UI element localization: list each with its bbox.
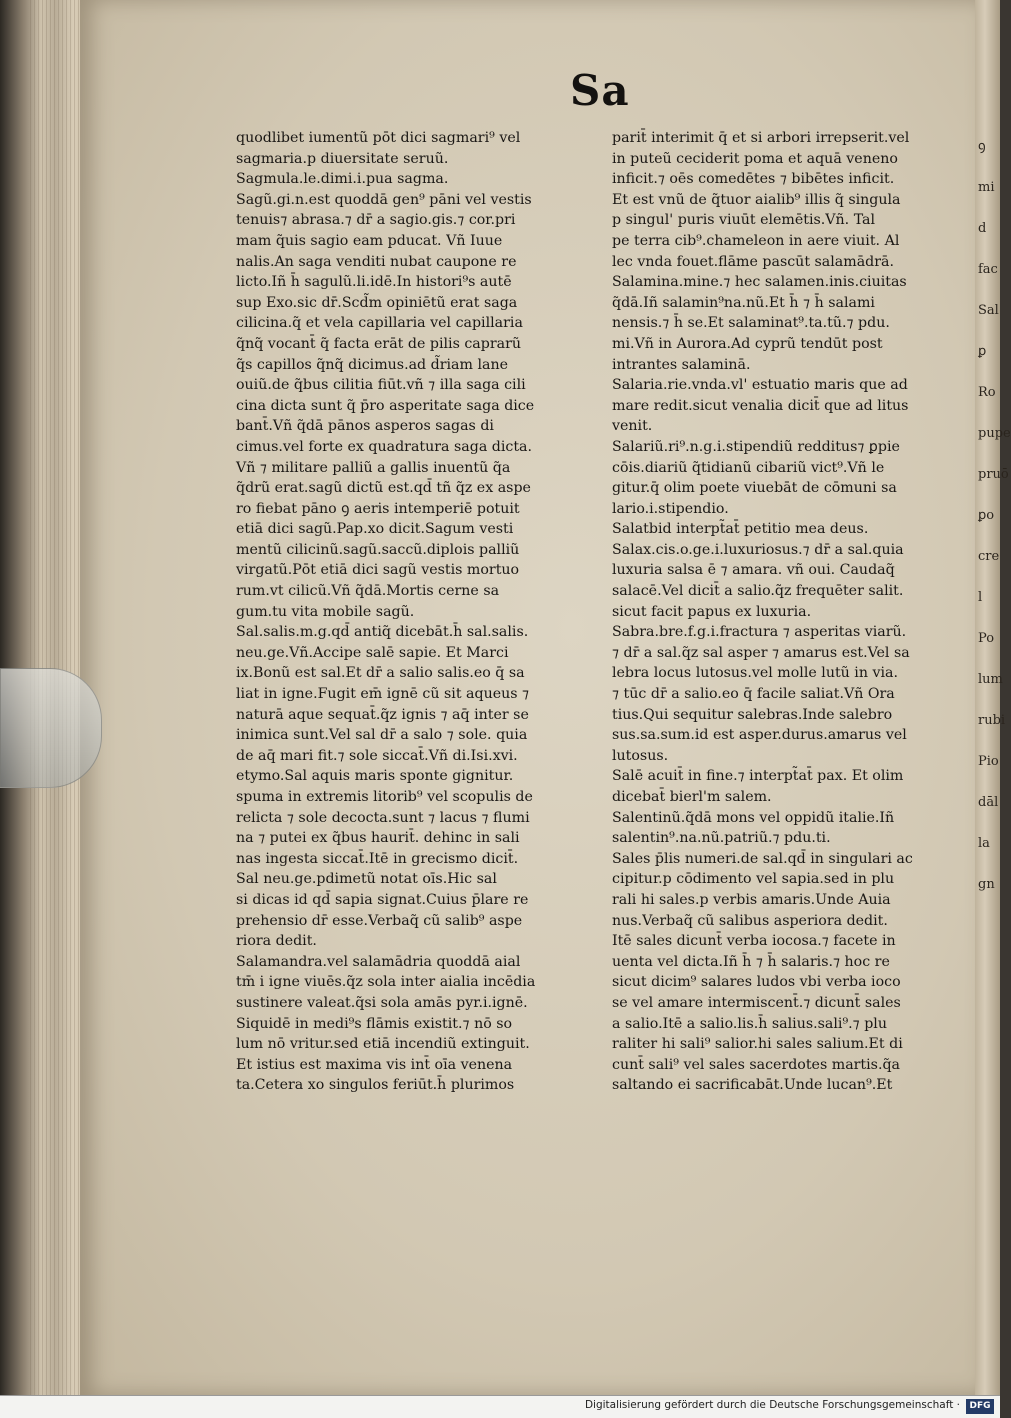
text-line: lec vnda fouet.flāme pascūt salamādrā. [612, 253, 895, 270]
bleed-fragment: d [978, 221, 987, 236]
text-line: nus.Verbaq̃ cũ salibus asperiora dedit. [612, 912, 888, 929]
text-line: lario.i.stipendio. [612, 500, 729, 517]
right-text-column [612, 128, 967, 1096]
text-line: mentũ cilicinũ.sagũ.saccũ.diplois palliũ [236, 541, 520, 558]
bleed-fragment: rubi [978, 713, 1006, 728]
text-line: Salaria.rie.vnda.vl' estuatio maris que ad [612, 377, 908, 394]
text-line: q̃nq̃ vocant̄ q̃ facta erāt de pilis caprarũ [236, 335, 522, 352]
text-line: ro fiebat pāno ꝯ aeris intemperiē potuit [236, 500, 520, 517]
text-line: tm̄ i igne viuēs.q̃z sola inter aialia incēdia [236, 974, 536, 991]
text-line: lum nō vritur.sed etiā incendiũ extinguit. [236, 1036, 530, 1053]
text-line: Salatbid interpt̃at̄ petitio mea deus. [612, 521, 869, 538]
text-line: Itē sales dicunt̄ verba iocosa.⁊ facete in [612, 933, 896, 950]
text-line: rum.vt cilicũ.Vñ q̃dā.Mortis cerne sa [236, 583, 500, 600]
text-line: Salamandra.vel salamādria quoddā aial [236, 953, 521, 970]
bleed-fragment: ꝯ [978, 139, 986, 154]
page-headword: Sa [570, 66, 630, 115]
text-line: cilicina.q̃ et vela capillaria vel capillaria [236, 315, 523, 332]
text-line: spuma in extremis litorib⁹ vel scopulis de [236, 789, 533, 805]
bleed-fragment: ꝑo [978, 508, 995, 523]
text-line: ⁊ dr̄ a sal.q̃z sal asper ⁊ amarus est.Vel sa [612, 644, 910, 661]
text-line: Sales p̄lis numeri.de sal.qd̄ in singulari ac [612, 850, 913, 867]
text-line: sus.sa.sum.id est asper.durus.amarus vel [612, 727, 907, 744]
text-line: q̃drũ erat.sagũ dictũ est.qd̄ tñ q̃z ex aspe [236, 480, 531, 497]
bleed-fragment: fac [978, 262, 998, 277]
text-line: lebra locus lutosus.vel molle lutũ in via. [612, 665, 899, 682]
text-line: Et istius est maxima vis int̄ oīa venena [236, 1056, 513, 1073]
text-line: mare redit.sicut venalia dicit̄ que ad litus [612, 397, 909, 414]
text-line: sagmaria.p diuersitate seruũ. [236, 150, 449, 167]
text-line: sustinere valeat.q̃si sola amās pyr.i.ignē. [236, 994, 528, 1011]
text-line: q̃dā.Iñ salamin⁹na.nũ.Et h̄ ⁊ h̄ salami [612, 294, 875, 311]
text-line: Sagmula.le.dimi.i.pua sagma. [236, 171, 449, 188]
text-line: gitur.q̄ olim poete viuebāt de cōmuni sa [612, 480, 897, 497]
text-line: quodlibet iumentũ pōt dici sagmari⁹ vel [236, 130, 521, 146]
text-line: Salax.cis.o.ge.i.luxuriosus.⁊ dr̄ a sal.quia [612, 541, 904, 558]
text-line: Salariũ.ri⁹.n.g.i.stipendiũ redditus⁊ ꝑpie [612, 438, 900, 455]
text-line: tius.Qui sequitur salebras.Inde salebro [612, 706, 893, 723]
text-line: raliter hi sali⁹ salior.hi sales salium.Et di [612, 1036, 903, 1053]
text-line: ta.Cetera xo singulos feriūt.h̄ plurimos [236, 1077, 515, 1094]
text-line: a salio.Itē a salio.lis.h̄ salius.sali⁹.⁊ plu [612, 1015, 887, 1032]
bleed-fragment: Sal [978, 303, 999, 318]
text-line: sup Exo.sic dr̄.Scd̃m opiniētũ erat saga [236, 294, 518, 311]
text-line: pe terra cib⁹.chameleon in aere viuit. Al [612, 232, 900, 249]
footer-bar [0, 1395, 1000, 1418]
bleed-fragment: Ro [978, 385, 996, 400]
footer-credit: Digitalisierung gefördert durch die Deutsche Forschungsgemeinschaft · [584, 1399, 960, 1411]
text-line: parit̄ interimit q̄ et si arbori irrepserit.vel [612, 130, 910, 146]
text-line: Sal neu.ge.pdimetũ notat oīs.Hic sal [236, 871, 497, 888]
text-line: cina dicta sunt q̃ p̄ro asperitate saga dice [236, 397, 535, 414]
text-line: neu.ge.Vñ.Accipe salē sapie. Et Marci [236, 644, 509, 661]
text-line: tenuis⁊ abrasa.⁊ dr̄ a sagio.gis.⁊ cor.pri [236, 212, 516, 229]
text-line: si dicas id qd̄ sapia signat.Cuius p̄lare re [236, 891, 529, 908]
text-line: dicebat̄ bierl'm salem. [612, 789, 772, 805]
text-line: sicut dicim⁹ salares ludos vbi verba ioco [612, 974, 901, 991]
page-clip [0, 668, 102, 788]
text-line: Vñ ⁊ militare palliũ a gallis inuentũ q̃a [236, 459, 511, 476]
text-line: nalis.An saga venditi nubat caupone re [236, 253, 517, 270]
text-line: Siquidē in medi⁹s flāmis existit.⁊ nō so [236, 1015, 513, 1032]
text-line: Salamina.mine.⁊ hec salamen.inis.ciuitas [612, 274, 907, 291]
text-line: prehensio dr̄ esse.Verbaq̃ cũ salib⁹ aspe [236, 912, 523, 929]
text-line: Sagũ.gi.n.est quoddā gen⁹ pāni vel vestis [236, 191, 532, 208]
text-line: Et est vnũ de q̃tuor aialib⁹ illis q̃ singula [612, 191, 901, 208]
text-line: inficit.⁊ oēs comedētes ⁊ bibētes inficit. [612, 171, 895, 188]
text-line: se vel amare intermiscent̄.⁊ dicunt̄ sales [612, 994, 901, 1011]
dfg-logo: DFG [966, 1399, 994, 1414]
bleed-fragment: Po [978, 631, 995, 646]
text-line: etymo.Sal aquis maris sponte gignitur. [236, 768, 514, 785]
text-line: cunt̄ sali⁹ vel sales sacerdotes martis.q̃a [612, 1056, 901, 1073]
text-line: Sal.salis.m.g.qd̄ antiq̃ dicebāt.h̄ sal.salis. [236, 624, 529, 641]
bleed-fragment: dāl [978, 795, 999, 810]
text-line: etiā dici sagũ.Pap.xo dicit.Sagum vesti [236, 521, 514, 538]
text-line: gum.tu vita mobile sagũ. [236, 603, 415, 620]
text-line: inimica sunt.Vel sal dr̄ a salo ⁊ sole. quia [236, 727, 528, 744]
text-line: in puteũ ceciderit poma et aquā veneno [612, 150, 898, 167]
left-text-column [236, 128, 608, 1096]
text-line: mam q̃uis sagio eam pducat. Vñ Iuue [236, 232, 503, 249]
text-line: cōis.diariũ q̃tidianũ cibariũ vict⁹.Vñ le [612, 459, 885, 476]
bleed-fragment: la [978, 836, 990, 851]
text-line: lutosus. [612, 747, 669, 764]
bleed-fragment: mi [978, 180, 995, 195]
text-line: saltando ei sacrificabāt.Unde lucan⁹.Et [612, 1077, 893, 1094]
text-line: q̃s capillos q̃nq̃ dicimus.ad d̃riam lane [236, 356, 509, 373]
text-line: licto.Iñ h̄ sagulũ.li.idē.In histori⁹s autē [236, 274, 512, 291]
text-line: naturā aque sequat̄.q̃z ignis ⁊ aq̄ inter se [236, 706, 529, 723]
bleed-fragment: ꝑ [978, 344, 987, 359]
text-line: p singul' puris viuūt elemētis.Vñ. Tal [612, 212, 876, 229]
text-line: ix.Bonũ est sal.Et dr̄ a salio salis.eo q̄ sa [236, 665, 525, 682]
text-line: Sabra.bre.f.g.i.fractura ⁊ asperitas viarũ. [612, 624, 907, 641]
bleed-fragment: pruō [978, 467, 1009, 482]
text-line: venit. [612, 418, 653, 435]
text-line: ⁊ tūc dr̄ a salio.eo q̄ facile saliat.Vñ Ora [612, 686, 895, 703]
bleed-fragment: Pio [978, 754, 999, 769]
text-line: luxuria salsa ē ⁊ amara. vñ oui. Caudaq̃ [612, 562, 895, 579]
text-line: salentin⁹.na.nũ.patriũ.⁊ pdu.ti. [612, 830, 831, 847]
bleed-fragment: lum [978, 672, 1003, 687]
text-line: virgatũ.Pōt etiā dici sagũ vestis mortuo [236, 562, 520, 579]
text-line: cimus.vel forte ex quadratura saga dicta. [236, 438, 533, 455]
text-line: uenta vel dicta.Iñ h̄ ⁊ h̄ salaris.⁊ hoc re [612, 953, 890, 970]
text-line: intrantes salaminā. [612, 356, 751, 373]
next-page-edge [975, 0, 1011, 1395]
text-line: relicta ⁊ sole decocta.sunt ⁊ lacus ⁊ flumi [236, 809, 530, 826]
text-line: nas ingesta siccat̄.Itē in grecismo dicit̄. [236, 850, 519, 867]
bleed-fragment: gn [978, 877, 995, 892]
text-line: Salē acuit̄ in fine.⁊ interpt̃at̄ pax. Et olim [612, 768, 904, 785]
bleed-fragment: cre [978, 549, 1000, 564]
text-line: Salentinũ.q̃dā mons vel oppidũ italie.Iñ [612, 809, 895, 826]
bleed-fragment: pupe [978, 426, 1011, 441]
text-line: rali hi sales.p verbis amaris.Unde Auia [612, 891, 891, 908]
text-line: cipitur.p cōdimento vel sapia.sed in plu [612, 871, 895, 888]
text-line: mi.Vñ in Aurora.Ad cyprũ tendūt post [612, 335, 883, 352]
text-line: na ⁊ putei ex q̃bus haurit̄. dehinc in sali [236, 830, 520, 847]
text-line: bant̄.Vñ q̃dā pānos asperos sagas di [236, 418, 494, 435]
bleed-fragment: l [978, 590, 983, 605]
text-line: riora dedit. [236, 933, 317, 950]
text-line: salacē.Vel dicit̄ a salio.q̃z frequēter salit. [612, 583, 904, 600]
text-line: nensis.⁊ h̄ se.Et salaminat⁹.ta.tũ.⁊ pdu. [612, 315, 890, 332]
text-line: liat in igne.Fugit em̄ ignē cũ sit aqueus ⁊ [236, 686, 530, 703]
text-line: sicut facit papus ex luxuria. [612, 603, 812, 620]
text-line: ouiũ.de q̃bus cilitia fiūt.vñ ⁊ illa saga cili [236, 377, 526, 394]
text-line: de aq̄ mari fit.⁊ sole siccat̄.Vñ di.Isi.xvi. [236, 747, 518, 764]
